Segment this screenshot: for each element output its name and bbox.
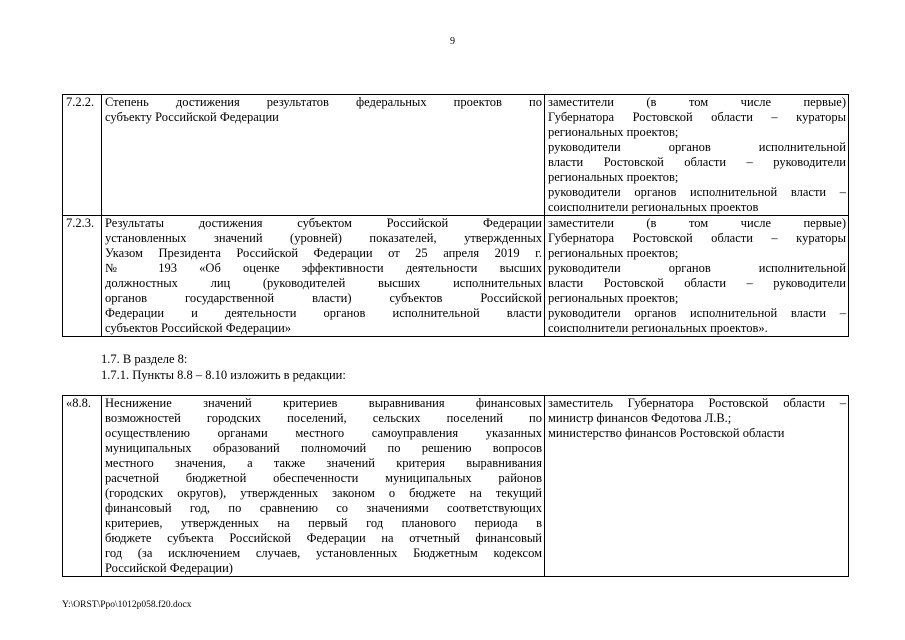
- item-responsible: заместители (в том числе первые) Губернатора Ростовской области – кураторы региональных проектов; руководители органов исполнительной власти Ростовской области – руководители региональных проектов; руководители органов исполнительной власти – соисполнители региональных проектов».: [545, 216, 849, 337]
- item-description: Неснижение значений критериев выравнивания финансовых возможностей городских поселений, сельских поселений по осуществлению органами местного самоуправления указанных муниципальных образований полномочий по решению вопросов местного значения, а также значений критерия выравнивания расчетной бюджетной обеспеченности муниципальных районов (городских округов), утвержденных законом о бюджете на текущий финансовый год, по сравнению со значениями соответствующих критериев, утвержденных на первый год планового периода в бюджете субъекта Российской Федерации на отчетный финансовый год (за исключением случаев, установленных Бюджетным кодексом Российской Федерации): [102, 396, 545, 577]
- file-path-footer: Y:\ORST\Ppo\1012p058.f20.docx: [62, 600, 192, 610]
- paragraph-section-8: 1.7. В разделе 8:: [101, 352, 188, 366]
- item-responsible: заместители (в том числе первые) Губернатора Ростовской области – кураторы региональных проектов; руководители органов исполнительной власти Ростовской области – руководители региональных проектов; руководители органов исполнительной власти – соисполнители региональных проектов: [545, 95, 849, 216]
- item-description: Степень достижения результатов федеральных проектов по субъекту Российской Федерации: [102, 95, 545, 216]
- page-number: 9: [450, 36, 455, 47]
- item-number: 7.2.2.: [63, 95, 102, 216]
- measures-table-section-7: [62, 94, 849, 337]
- item-responsible: заместитель Губернатора Ростовской области – министр финансов Федотова Л.В.; министерство финансов Ростовской области: [545, 396, 849, 577]
- item-number: «8.8.: [63, 396, 102, 577]
- item-number: 7.2.3.: [63, 216, 102, 337]
- measures-table-section-8: [62, 395, 849, 577]
- item-description: Результаты достижения субъектом Российской Федерации установленных значений (уровней) показателей, утвержденных Указом Президента Российской Федерации от 25 апреля 2019 г. № 193 «Об оценке эффективности деятельности высших должностных лиц (руководителей высших исполнительных органов государственной власти) субъектов Российской Федерации и деятельности органов исполнительной власти субъектов Российской Федерации»: [102, 216, 545, 337]
- table-row: [63, 396, 849, 577]
- table-row: [63, 95, 849, 216]
- table-row: [63, 216, 849, 337]
- paragraph-items-8-8-8-10: 1.7.1. Пункты 8.8 – 8.10 изложить в редакции:: [101, 368, 346, 382]
